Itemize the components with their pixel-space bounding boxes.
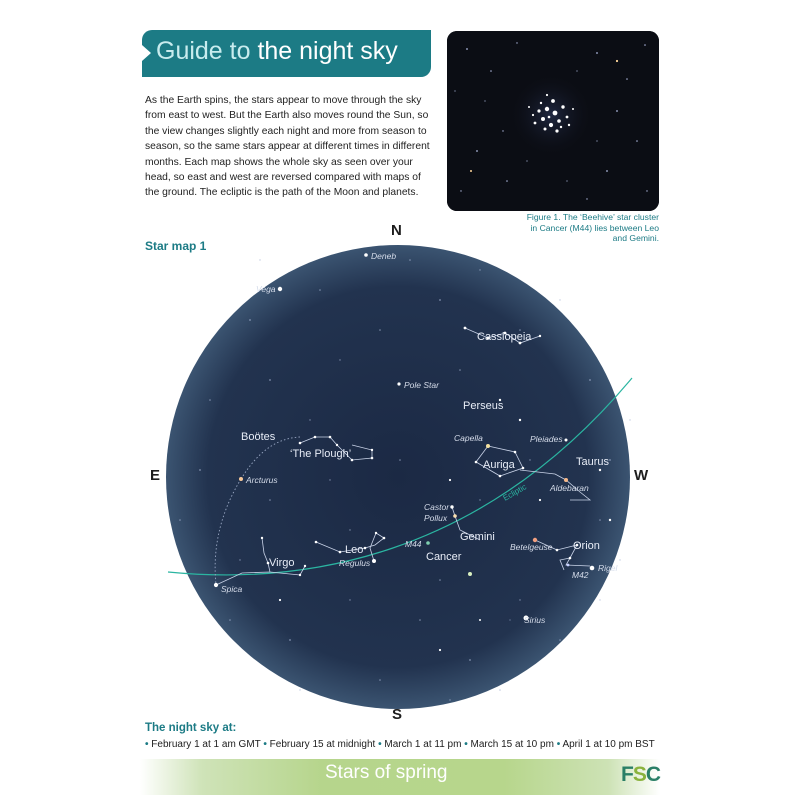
label-leo: Leo bbox=[345, 544, 364, 556]
label-m44: M44 bbox=[405, 539, 422, 549]
fsc-logo bbox=[621, 763, 660, 787]
compass-north: N bbox=[391, 222, 402, 239]
date-item: March 15 at 10 pm bbox=[470, 739, 554, 750]
label-sirius: Sirius bbox=[524, 615, 546, 625]
star-regulus bbox=[372, 559, 376, 563]
label-m42: M42 bbox=[572, 570, 589, 580]
label-betelgeuse: Betelgeuse bbox=[510, 542, 553, 552]
fsc-logo-c: C bbox=[645, 763, 661, 786]
title-part-1: Guide to bbox=[156, 37, 258, 65]
date-item: April 1 at 10 pm BST bbox=[562, 739, 655, 750]
bullet-icon: • bbox=[556, 739, 561, 750]
label-aldebaran: Aldebaran bbox=[550, 483, 589, 493]
fsc-logo-f: F bbox=[621, 763, 633, 786]
star-pleiades bbox=[565, 439, 568, 442]
label-vega: Vega bbox=[256, 284, 276, 294]
date-item: February 15 at midnight bbox=[269, 739, 376, 750]
bullet-icon: • bbox=[464, 739, 468, 750]
label-spica: Spica bbox=[221, 584, 243, 594]
bullet-icon: • bbox=[263, 739, 267, 750]
star-m44 bbox=[426, 541, 430, 545]
bullet-icon: • bbox=[145, 739, 149, 750]
night-sky-dates bbox=[145, 739, 655, 750]
label-regulus: Regulus bbox=[339, 558, 371, 568]
star-deneb bbox=[364, 253, 368, 257]
label-deneb: Deneb bbox=[371, 251, 397, 261]
fsc-logo-s: S bbox=[632, 763, 646, 786]
label-perseus: Perseus bbox=[463, 400, 504, 412]
star-aldebaran bbox=[564, 478, 568, 482]
intro-paragraph: As the Earth spins, the stars appear to move through the sky from east to west. But the Earth also moves round the Sun, so the view changes slightly each night and more from season to season, so the same stars appear at different times in different months. Each map shows the whole sky as seen over your head, so east and west are reversed compared with maps of the ground. The ecliptic is the path of the Moon and planets. bbox=[145, 95, 430, 199]
footer-title: Stars of spring bbox=[325, 762, 448, 783]
compass-west: W bbox=[634, 467, 649, 484]
title-part-2: the night sky bbox=[257, 37, 398, 65]
label-pole-star: Pole Star bbox=[404, 380, 439, 390]
label-rigel: Rigel bbox=[598, 563, 618, 573]
label-orion: Orion bbox=[573, 540, 600, 552]
star-pole-star bbox=[397, 382, 400, 385]
date-item: March 1 at 11 pm bbox=[384, 739, 462, 750]
label-pleiades: Pleiades bbox=[530, 434, 563, 444]
label-pollux: Pollux bbox=[424, 513, 448, 523]
ecliptic-label: Ecliptic bbox=[501, 482, 528, 503]
star-arcturus bbox=[239, 477, 243, 481]
star-rigel bbox=[590, 566, 595, 571]
label-plough: ‘The Plough’ bbox=[290, 448, 352, 460]
label-virgo: Virgo bbox=[269, 557, 295, 569]
label-castor: Castor bbox=[424, 502, 450, 512]
star-capella bbox=[486, 444, 490, 448]
label-bootes: Boötes bbox=[241, 431, 276, 443]
star-vega bbox=[278, 287, 282, 291]
night-sky-heading: The night sky at: bbox=[145, 722, 237, 734]
star-spica bbox=[214, 583, 218, 587]
star-castor bbox=[450, 505, 453, 508]
label-gemini: Gemini bbox=[460, 531, 495, 543]
star-map-heading: Star map 1 bbox=[145, 239, 207, 253]
label-auriga: Auriga bbox=[483, 459, 515, 471]
label-taurus: Taurus bbox=[576, 456, 610, 468]
compass-south: S bbox=[392, 706, 403, 723]
label-cancer: Cancer bbox=[426, 551, 462, 563]
star-m42 bbox=[567, 564, 570, 567]
label-cassiopeia: Cassiopeia bbox=[477, 331, 532, 343]
label-arcturus: Arcturus bbox=[246, 475, 278, 485]
date-item: February 1 at 1 am GMT bbox=[151, 739, 261, 750]
figure-caption: Figure 1. The ‘Beehive’ star cluster in Cancer (M44) lies between Leo and Gemini. bbox=[526, 212, 659, 243]
label-capella: Capella bbox=[454, 433, 483, 443]
bullet-icon: • bbox=[378, 739, 382, 750]
compass-east: E bbox=[150, 467, 161, 484]
star-pollux bbox=[453, 514, 457, 518]
